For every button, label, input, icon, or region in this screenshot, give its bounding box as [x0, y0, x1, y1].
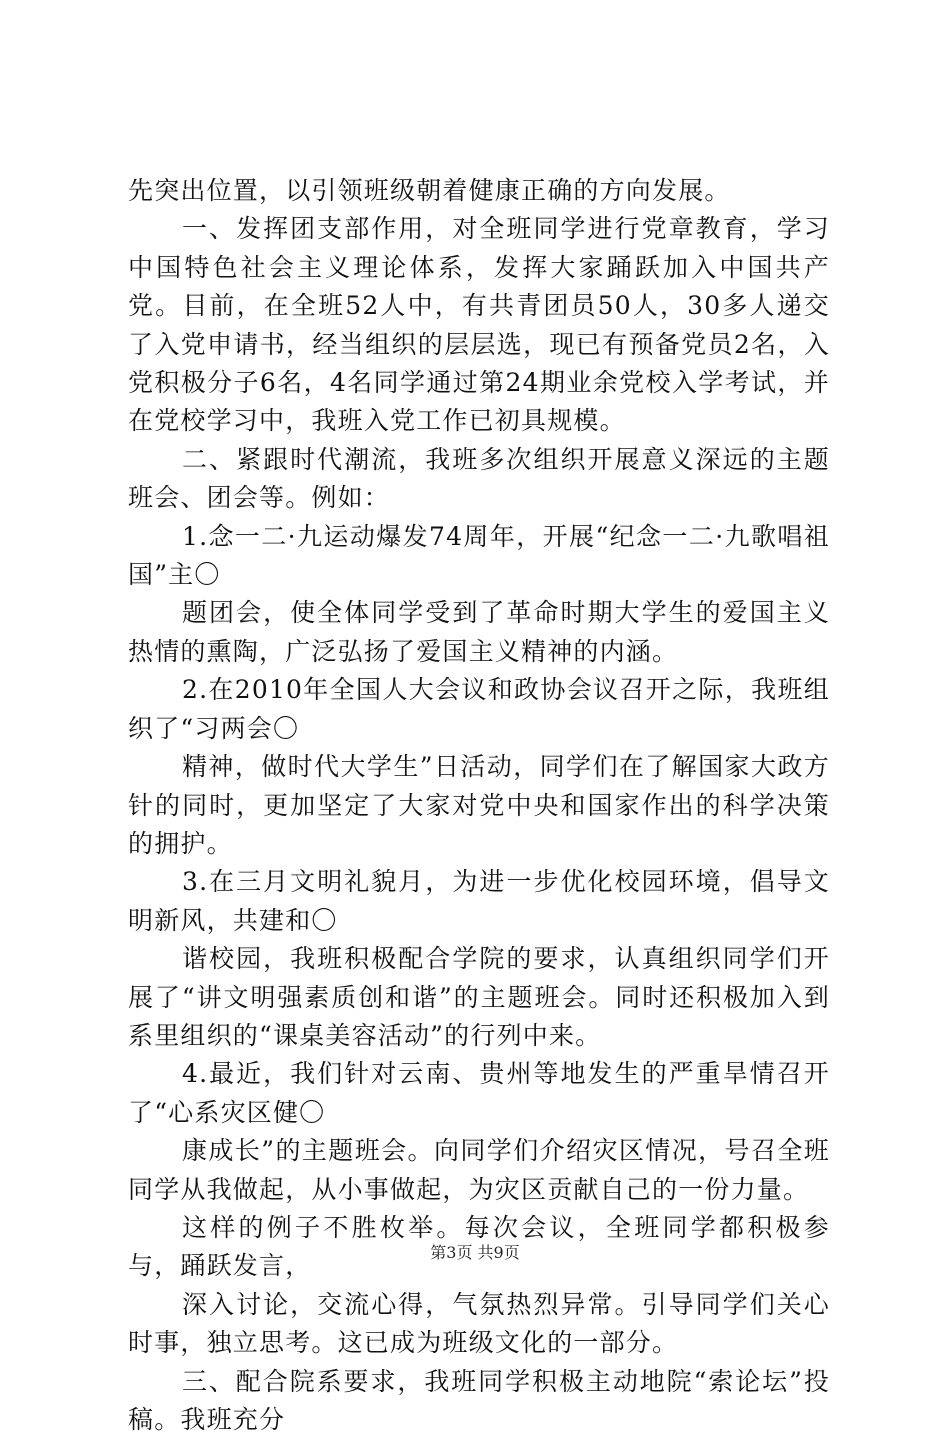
- paragraph: 题团会，使全体同学受到了革命时期大学生的爱国主义热情的熏陶，广泛弘扬了爱国主义精神的内涵。: [128, 598, 830, 666]
- paragraph: 这样的例子不胜枚举。每次会议，全班同学都积极参与，踊跃发言，: [128, 1212, 830, 1281]
- paragraph: 4.最近，我们针对云南、贵州等地发生的严重旱情召开了“心系灾区健〇: [128, 1059, 830, 1127]
- paragraph: 3.在三月文明礼貌月，为进一步优化校园环境，倡导文明新风，共建和〇: [128, 867, 830, 935]
- paragraph: 1.念一二·九运动爆发74周年，开展“纪念一二·九歌唱祖国”主〇: [128, 521, 830, 590]
- paragraph: 深入讨论，交流心得，气氛热烈异常。引导同学们关心时事，独立思考。这已成为班级文化的一部分。: [128, 1289, 830, 1358]
- paragraph: 先突出位置，以引领班级朝着健康正确的方向发展。: [128, 176, 731, 205]
- paragraph: 康成长”的主题班会。向同学们介绍灾区情况，号召全班同学从我做起，从小事做起，为灾区贡献自己的一份力量。: [128, 1136, 830, 1204]
- paragraph: 谐校园，我班积极配合学院的要求，认真组织同学们开展了“讲文明强素质创和谐”的主题班会。同时还积极加入到系里组织的“课桌美容活动”的行列中来。: [128, 944, 830, 1050]
- paragraph: 一、发挥团支部作用，对全班同学进行党章教育，学习中国特色社会主义理论体系，发挥大家踊跃加入中国共产党。目前，在全班52人中，有共青团员50人，30多人递交了入党申请书，经当组织的层层选，现已有预备党员2名，入党积极分子6名，4名同学通过第24期业余党校入学考试，并在党校学习中，我班入党工作已初具规模。: [128, 214, 830, 436]
- paragraph: 三、配合院系要求，我班同学积极主动地院“索论坛”投稿。我班充分: [128, 1366, 830, 1434]
- paragraph: 2.在2010年全国人大会议和政协会议召开之际，我班组织了“习两会〇: [128, 675, 830, 743]
- paragraph: 精神，做时代大学生”日活动，同学们在了解国家大政方针的同时，更加坚定了大家对党中央和国家作出的科学决策的拥护。: [128, 752, 830, 858]
- page-footer: 第3页 共9页: [430, 1243, 520, 1262]
- paragraph: 二、紧跟时代潮流，我班多次组织开展意义深远的主题班会、团会等。例如：: [128, 444, 830, 513]
